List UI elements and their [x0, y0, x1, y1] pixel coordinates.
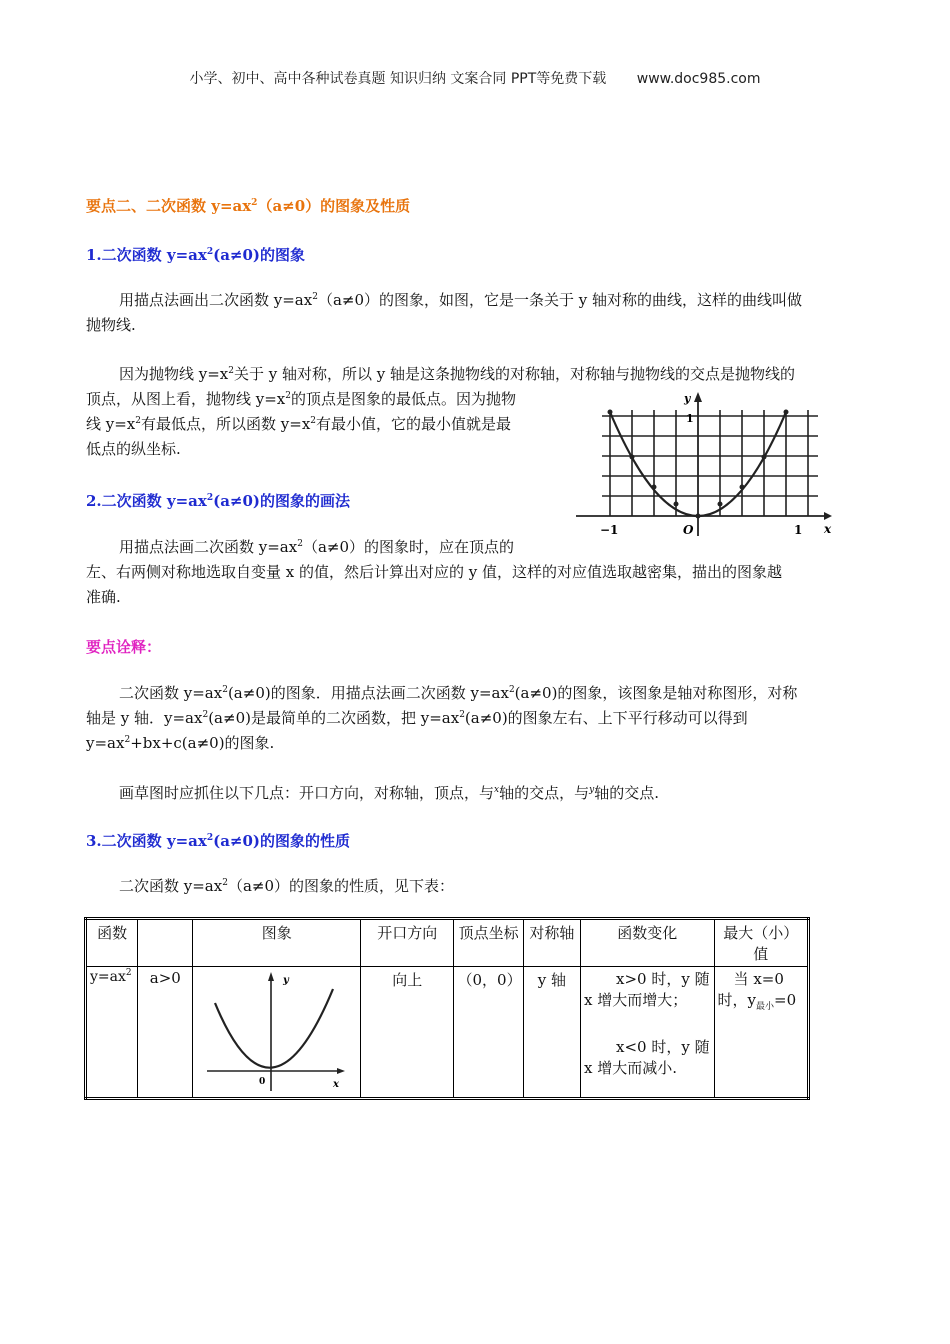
th-blank — [138, 919, 193, 967]
fig1-origin: O — [683, 523, 694, 537]
parabola-grid-figure — [572, 388, 838, 548]
cell-function: $y=ax^2$ — [86, 967, 138, 1099]
paragraph-1: 用描点法画出二次函数 $y=ax^2(a\ne 0)$的图象，如图，它是一条关于 y 轴对称的曲线，这样的曲线叫做 抛物线. — [86, 291, 803, 334]
table-header-row — [86, 919, 809, 967]
point — [762, 455, 767, 460]
paragraph-5: 画草图时应抓住以下几点：开口方向，对称轴，顶点，与$^x$轴的交点，与$^y$轴的交点. — [119, 784, 659, 802]
cell-graph — [193, 967, 361, 1099]
fig2-y-label: y — [283, 975, 290, 986]
th-opening: 开口方向 — [361, 919, 454, 967]
section-title: 要点二、二次函数 $y=ax^2(a\ne 0)$的图象及性质 — [86, 197, 411, 215]
x-axis-arrow — [824, 512, 832, 520]
fig1-tick-right: 1 — [794, 523, 803, 537]
th-graph: 图象 — [193, 919, 361, 967]
paragraph-3: 用描点法画二次函数 $y=ax^2(a\ne 0)$的图象时，应在顶点的 左、右两侧对称地选取自变量 x 的值，然后计算出对应的 y 值，这样的对应值选取越密集，描出的图象越 准确. — [86, 538, 783, 606]
header-banner: 小学、初中、高中各种试卷真题 知识归纳 文案合同 PPT等免费下载 — [189, 71, 607, 87]
fig1-x-label: x — [824, 522, 832, 536]
point — [718, 502, 723, 507]
subheading-3: 3.二次函数 $y=ax^2(a\ne 0)$的图象的性质 — [86, 832, 351, 850]
point — [630, 455, 635, 460]
cell-condition: a>0 — [138, 967, 193, 1099]
y-axis-arrow — [694, 392, 702, 402]
fig2-x-label: x — [333, 1079, 340, 1090]
fig1-y-label: y — [684, 392, 691, 405]
th-axis: 对称轴 — [523, 919, 580, 967]
point — [696, 514, 701, 519]
x-axis-arrow — [337, 1068, 345, 1074]
fig1-tick-left: −1 — [600, 523, 619, 537]
subheading-2: 2.二次函数 $y=ax^2(a\ne 0)$的图象的画法 — [86, 492, 351, 510]
point — [608, 410, 613, 415]
point — [740, 485, 745, 490]
cell-extreme: 当 x=0 时，$y_{最小}=0$ — [714, 967, 808, 1099]
y-axis-arrow — [268, 972, 274, 981]
parabola-curve — [215, 989, 333, 1068]
subheading-1: 1.二次函数 $y=ax^2(a\ne 0)$的图象 — [86, 246, 306, 264]
fig1-tick-top: 1 — [686, 412, 694, 425]
cell-opening: 向上 — [361, 967, 454, 1099]
th-function: 函数 — [86, 919, 138, 967]
paragraph-2: 因为抛物线 $y=x^2$关于 y 轴对称，所以 y 轴是这条抛物线的对称轴，对称轴与抛物线的交点是抛物线的 顶点，从图上看，抛物线 $y=x^2$的顶点是图象的最低点。因为抛物 线 $y=x^2$有最低点，所以函数 $y=x^2$有最小值，它的最小值就是最 低点的纵坐标. — [86, 365, 796, 458]
table-row — [86, 967, 809, 1099]
change-line-1: x>0 时，y 随 x 增大而增大； — [584, 970, 710, 1009]
th-vertex: 顶点坐标 — [454, 919, 523, 967]
properties-table — [84, 917, 810, 1100]
th-extreme: 最大（小）值 — [714, 919, 808, 967]
fig2-origin: 0 — [259, 1077, 266, 1087]
change-line-2: x<0 时，y 随 x 增大而减小. — [584, 1038, 710, 1077]
parabola-small-figure — [193, 967, 353, 1093]
paragraph-4: 二次函数 $y=ax^2(a\ne 0)$的图象．用描点法画二次函数 $y=ax^2(a\ne 0)$的图象，该图象是轴对称图形，对称 轴是 y 轴．$y=ax^2(a\ne 0)$是最简单的二次函数，把 $y=ax^2(a\ne 0)$的图象左右、上下平行移动可以得到 $y=ax^2+bx+c(a\ne 0)$的图象. — [86, 684, 798, 752]
cell-change — [581, 967, 715, 1099]
point — [674, 502, 679, 507]
point — [652, 485, 657, 490]
point — [784, 410, 789, 415]
header-url[interactable]: www.doc985.com — [636, 71, 761, 87]
note-title: 要点诠释： — [86, 638, 162, 656]
page-header — [0, 68, 950, 88]
cell-vertex: （0，0） — [454, 967, 523, 1099]
cell-axis: y 轴 — [523, 967, 580, 1099]
th-change: 函数变化 — [581, 919, 715, 967]
paragraph-6: 二次函数 $y=ax^2(a\ne 0)$的图象的性质，见下表： — [119, 877, 455, 895]
